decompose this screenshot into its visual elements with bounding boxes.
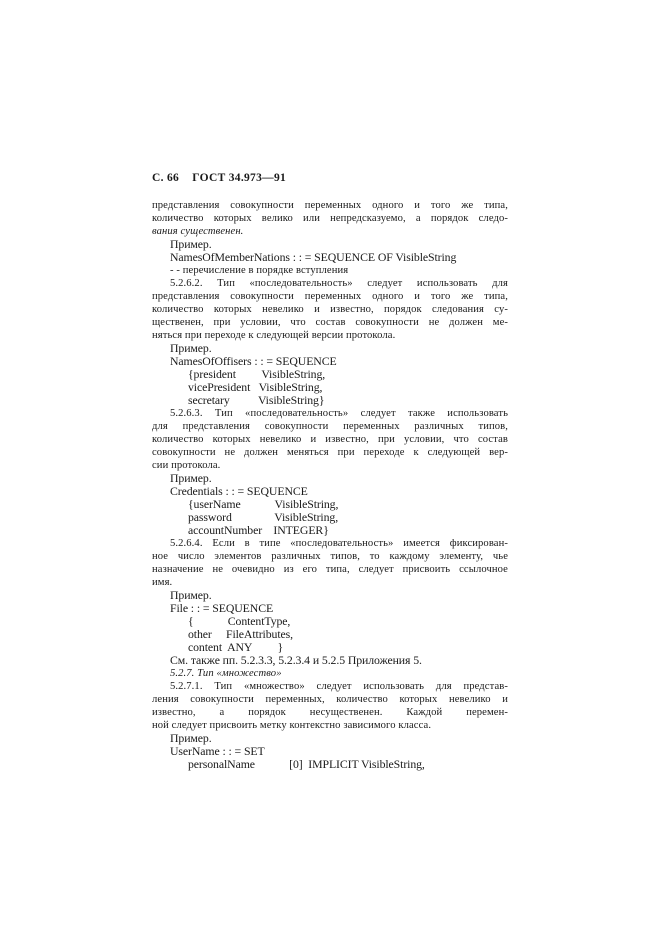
code-line: Пример. <box>170 341 212 355</box>
code-line: UserName : : = SET <box>170 744 265 758</box>
text-line: совокупности не должен меняться при переходе к следующей вер- <box>152 447 508 458</box>
code-line: personalName [0] IMPLICIT VisibleString, <box>188 757 425 771</box>
code-line: Пример. <box>170 237 212 251</box>
code-line: NamesOfMemberNations : : = SEQUENCE OF VisibleString <box>170 250 457 264</box>
code-line: content ANY } <box>188 640 284 654</box>
text-line: имя. <box>152 577 173 588</box>
text-line: ления совокупности переменных, количество которых невелико и <box>152 694 508 705</box>
code-line: File : : = SEQUENCE <box>170 601 274 615</box>
text-line: представления совокупности переменных одного и того же типа, <box>152 291 508 302</box>
text-line: 5.2.7.1. Тип «множество» следует использовать для представ- <box>170 681 508 692</box>
standard-code: ГОСТ 34.973—91 <box>192 172 287 184</box>
code-line: password VisibleString, <box>188 510 339 524</box>
code-line: {userName VisibleString, <box>188 497 339 511</box>
text-line: ное число элементов различных типов, то каждому элементу, чье <box>152 551 508 562</box>
text-line: ной следует присвоить метку контекстно зависимого класса. <box>152 720 432 731</box>
code-line: secretary VisibleString} <box>188 393 325 407</box>
code-line: Пример. <box>170 588 212 602</box>
text-line: вания существенен. <box>152 226 244 237</box>
code-line: { ContentType, <box>188 614 291 628</box>
code-line: other FileAttributes, <box>188 627 293 641</box>
text-line: известно, а порядок несущественен. Каждой перемен- <box>152 707 508 718</box>
code-line: Пример. <box>170 471 212 485</box>
text-line: количество которых невелико и известно, при условии, что состав <box>152 434 508 445</box>
text-line: - - перечисление в порядке вступления <box>170 265 349 276</box>
text-line: представления совокупности переменных одного и того же типа, <box>152 200 508 211</box>
text-line: 5.2.6.4. Если в типе «последовательность» имеется фиксирован- <box>170 538 508 549</box>
code-line: accountNumber INTEGER} <box>188 523 329 537</box>
text-line: щественен, при условии, что состав совокупности не должен ме- <box>152 317 508 328</box>
text-line: 5.2.6.3. Тип «последовательность» следует также использовать <box>170 408 508 419</box>
code-line: Пример. <box>170 731 212 745</box>
text-line: для представления совокупности переменных различных типов, <box>152 421 508 432</box>
text-line: количество которых велико или непредсказуемо, а порядок следо- <box>152 213 508 224</box>
code-line: NamesOfOffisers : : = SEQUENCE <box>170 354 337 368</box>
text-line: сии протокола. <box>152 460 221 471</box>
page-number: С. 66 <box>152 172 180 184</box>
code-line: Credentials : : = SEQUENCE <box>170 484 308 498</box>
text-line: 5.2.7. Тип «множество» <box>170 668 282 679</box>
code-line: {president VisibleString, <box>188 367 326 381</box>
code-line: См. также пп. 5.2.3.3, 5.2.3.4 и 5.2.5 Приложения 5. <box>170 653 422 667</box>
page-header <box>152 172 296 184</box>
text-line: 5.2.6.2. Тип «последовательность» следует использовать для <box>170 278 508 289</box>
text-line: количество которых невелико и известно, порядок следования су- <box>152 304 508 315</box>
code-line: vicePresident VisibleString, <box>188 380 323 394</box>
text-line: назначение не очевидно из его типа, следует присвоить ссылочное <box>152 564 508 575</box>
text-line: няться при переходе к следующей версии протокола. <box>152 330 396 341</box>
